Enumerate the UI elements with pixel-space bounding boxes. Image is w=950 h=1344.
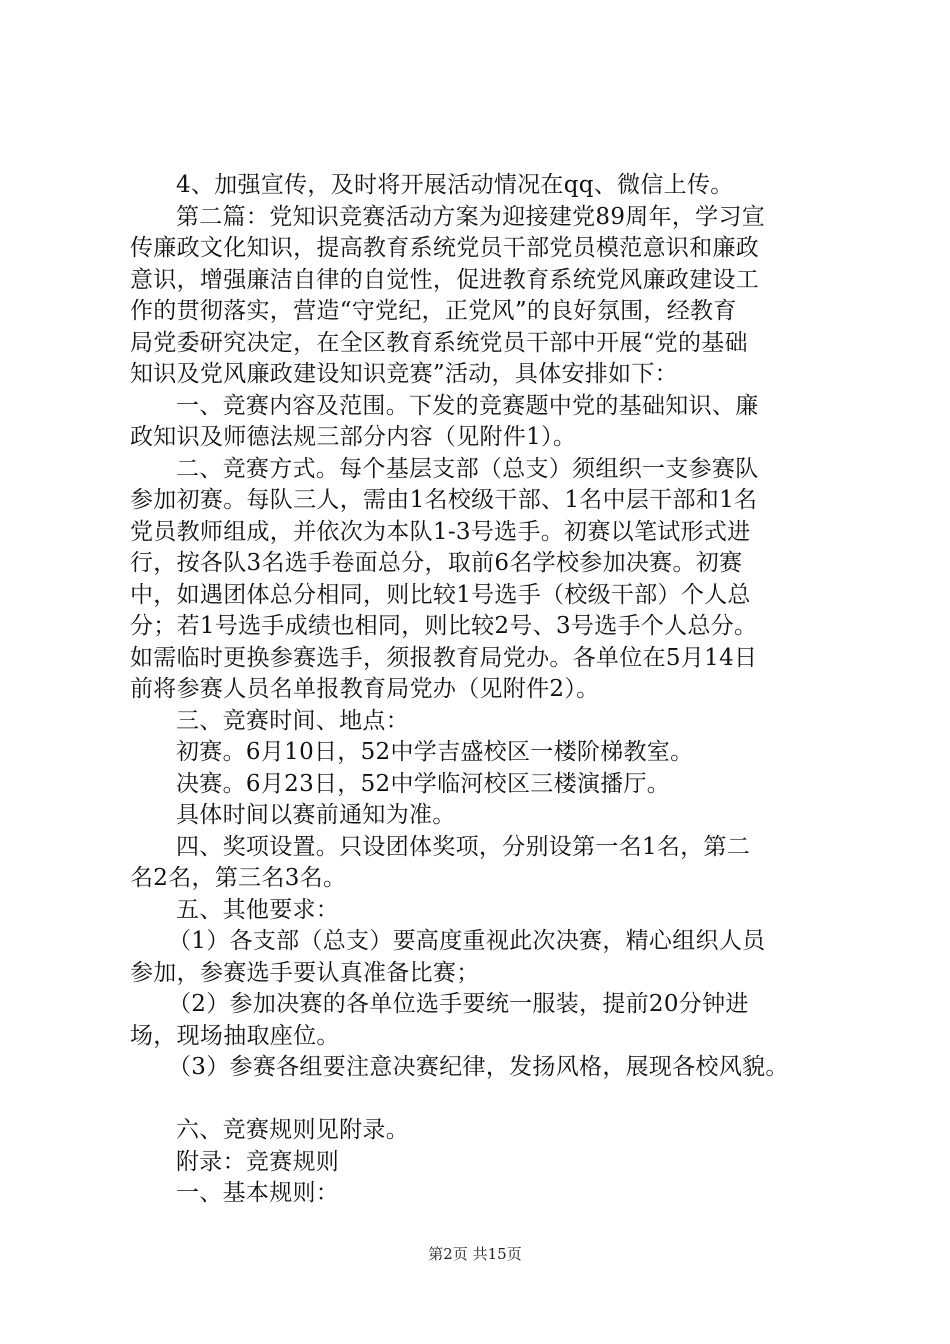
paragraph-line: 一、基本规则： [176, 1180, 340, 1206]
document-body [130, 170, 830, 1210]
paragraph-line: 三、竞赛时间、地点： [176, 707, 409, 734]
paragraph-line: （2）参加决赛的各单位选手要统一服装，提前20分钟进 [168, 991, 749, 1017]
paragraph-line: 行，按各队3名选手卷面总分，取前6名学校参加决赛。初赛 [130, 550, 743, 576]
paragraph-line: 政知识及师德法规三部分内容（见附件1）。 [130, 424, 577, 450]
paragraph-line: 具体时间以赛前通知为准。 [176, 802, 456, 828]
paragraph-line: （1）各支部（总支）要高度重视此次决赛，精心组织人员 [168, 928, 766, 954]
paragraph-line: 作的贯彻落实，营造“守党纪，正党风”的良好氛围，经教育 [130, 298, 737, 324]
paragraph-line: 传廉政文化知识，提高教育系统党员干部党员模范意识和廉政 [130, 235, 760, 261]
paragraph-line: 如需临时更换参赛选手，须报教育局党办。各单位在5月14日 [130, 644, 758, 671]
paragraph-line: 第二篇：党知识竞赛活动方案为迎接建党89周年，学习宣 [176, 203, 766, 230]
paragraph-line: 初赛。6月10日，52中学吉盛校区一楼阶梯教室。 [176, 739, 694, 765]
paragraph-line: 四、奖项设置。只设团体奖项，分别设第一名1名，第二 [176, 833, 751, 860]
paragraph-line: 附录：竞赛规则 [176, 1148, 340, 1175]
paragraph-line: （3）参赛各组要注意决赛纪律，发扬风格，展现各校风貌。 [168, 1054, 789, 1080]
paragraph-line: 意识，增强廉洁自律的自觉性，促进教育系统党风廉政建设工 [130, 266, 760, 293]
paragraph-line: 五、其他要求： [176, 896, 340, 923]
paragraph-line: 4、加强宣传，及时将开展活动情况在qq、微信上传。 [176, 172, 734, 198]
paragraph-line: 名2名，第三名3名。 [130, 865, 347, 891]
paragraph-line: 二、竞赛方式。每个基层支部（总支）须组织一支参赛队 [176, 455, 759, 482]
paragraph-line: 中，如遇团体总分相同，则比较1号选手（校级干部）个人总 [130, 581, 751, 608]
page-number-footer: 第2页 共15页 [428, 1245, 522, 1263]
paragraph-line: 分；若1号选手成绩也相同，则比较2号、3号选手个人总分。 [130, 613, 758, 639]
paragraph-line: 党员教师组成，并依次为本队1-3号选手。初赛以笔试形式进 [130, 518, 751, 545]
paragraph-line: 知识及党风廉政建设知识竞赛”活动，具体安排如下： [130, 361, 678, 387]
paragraph-line: 决赛。6月23日，52中学临河校区三楼演播厅。 [176, 770, 671, 797]
paragraph-line: 六、竞赛规则见附录。 [176, 1117, 409, 1143]
blank-line [130, 1084, 830, 1116]
paragraph-line: 一、竞赛内容及范围。下发的竞赛题中党的基础知识、廉 [176, 392, 759, 419]
paragraph-line: 前将参赛人员名单报教育局党办（见附件2）。 [130, 676, 600, 702]
paragraph-line: 局党委研究决定，在全区教育系统党员干部中开展“党的基础 [130, 329, 748, 356]
paragraph-line: 场，现场抽取座位。 [130, 1022, 340, 1049]
paragraph-line: 参加初赛。每队三人，需由1名校级干部、1名中层干部和1名 [130, 487, 758, 513]
paragraph-line: 参加，参赛选手要认真准备比赛； [130, 959, 480, 986]
